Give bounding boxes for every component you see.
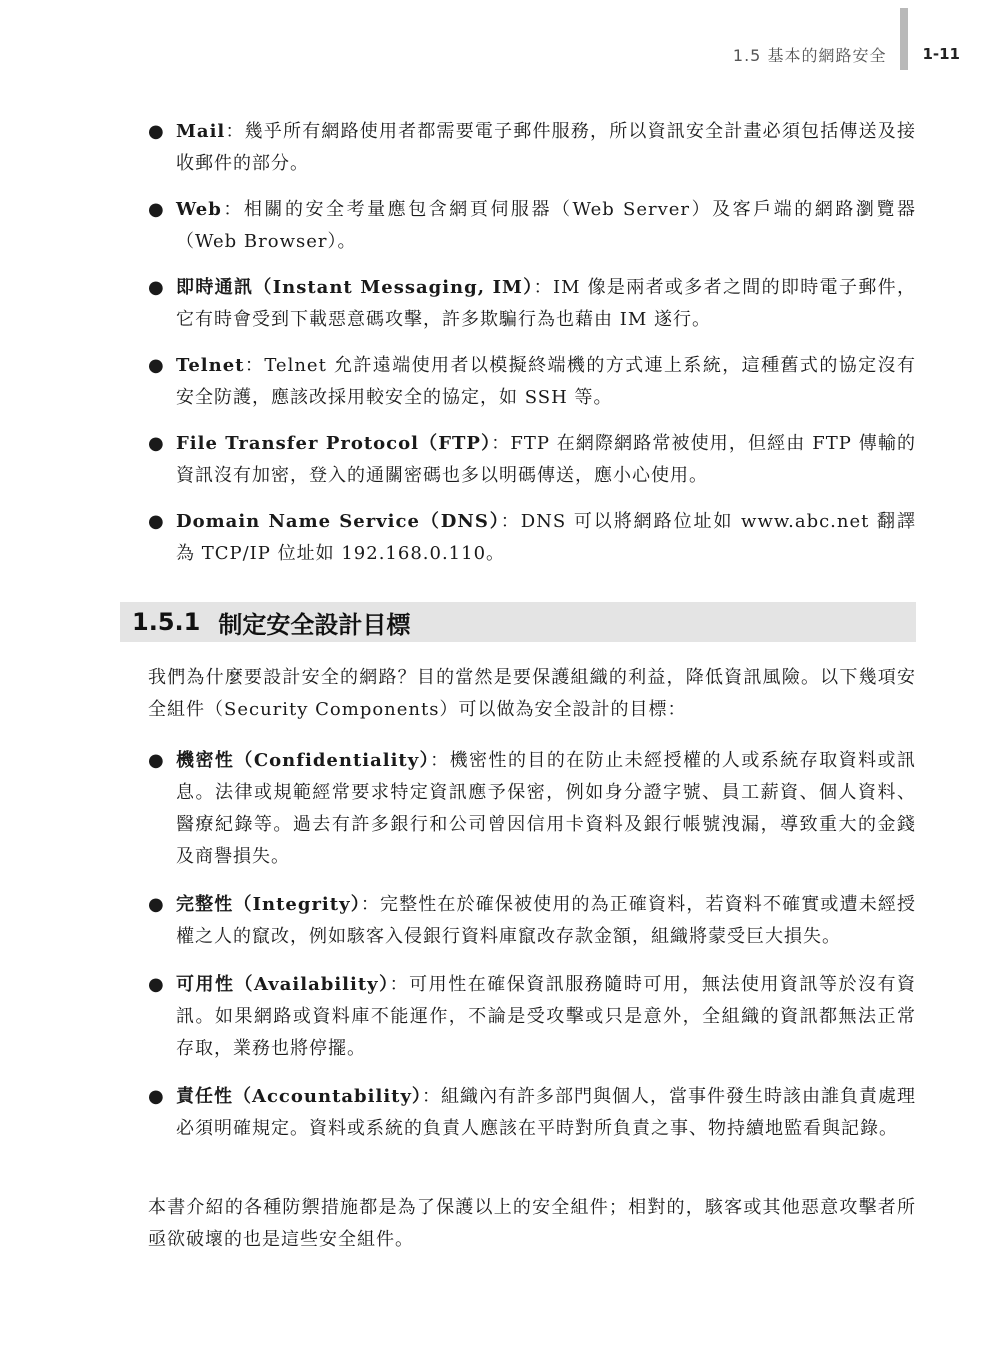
list-item-term: File Transfer Protocol（FTP） <box>176 433 492 454</box>
list-item-term: Web <box>176 199 222 220</box>
bullet-icon: ● <box>148 433 165 454</box>
security-components-list <box>148 745 916 1175</box>
protocol-list <box>148 116 916 568</box>
closing-paragraph: 本書介紹的各種防禦措施都是為了保護以上的安全組件；相對的，駭客或其他惡意攻擊者所亟欲破壞的也是這些安全組件。 <box>148 1197 916 1250</box>
list-item-term: Mail <box>176 121 226 142</box>
page-header <box>733 40 960 68</box>
list-item-text: ：DNS 可以將網路位址如 www.abc.net 翻譯為 TCP/IP 位址如 192.168.0.110。 <box>176 511 916 564</box>
list-item-term: 責任性（Accountability） <box>176 1086 422 1107</box>
list-item-web <box>148 194 916 256</box>
list-item-text: ：FTP 在網際網路常被使用，但經由 FTP 傳輸的資訊沒有加密，登入的通關密碼也多以明碼傳送，應小心使用。 <box>176 433 916 486</box>
list-item-ftp <box>148 428 916 490</box>
list-item-term: 可用性（Availability） <box>176 974 390 995</box>
list-item-accountability <box>148 1081 916 1175</box>
header-tab-marker <box>900 8 908 70</box>
bullet-icon: ● <box>148 199 165 220</box>
bullet-icon: ● <box>148 974 165 995</box>
list-item-integrity <box>148 889 916 951</box>
list-item-telnet <box>148 350 916 412</box>
list-item-text: ：可用性在確保資訊服務隨時可用，無法使用資訊等於沒有資訊。如果網路或資料庫不能運作，不論是受攻擊或只是意外，全組織的資訊都無法正常存取，業務也將停擺。 <box>176 974 916 1059</box>
header-section-title: 1.5 基本的網路安全 <box>732 45 887 65</box>
list-item-availability <box>148 969 916 1063</box>
bullet-icon: ● <box>148 511 165 532</box>
bullet-icon: ● <box>148 750 165 771</box>
list-item-text: ：幾乎所有網路使用者都需要電子郵件服務，所以資訊安全計畫必須包括傳送及接收郵件的部分。 <box>176 121 916 174</box>
list-item-im <box>148 272 916 334</box>
list-item-term: 機密性（Confidentiality） <box>176 750 431 771</box>
bullet-icon: ● <box>148 121 165 142</box>
list-item-text: ：相關的安全考量應包含網頁伺服器（Web Server）及客戶端的網路瀏覽器（Web Browser）。 <box>176 199 916 252</box>
list-item-term: 完整性（Integrity） <box>176 894 361 915</box>
bullet-icon: ● <box>148 894 165 915</box>
bullet-icon: ● <box>148 277 165 298</box>
section-heading <box>120 602 916 642</box>
list-item-text: ：Telnet 允許遠端使用者以模擬終端機的方式連上系統，這種舊式的協定沒有安全防護，應該改採用較安全的協定，如 SSH 等。 <box>176 355 916 408</box>
list-item-dns <box>148 506 916 568</box>
list-item-confidentiality <box>148 745 916 871</box>
bullet-icon: ● <box>148 1086 165 1107</box>
list-item-mail <box>148 116 916 178</box>
list-item-text: ：完整性在於確保被使用的為正確資料，若資料不確實或遭未經授權之人的竄改，例如駭客入侵銀行資料庫竄改存款金額，組織將蒙受巨大損失。 <box>176 894 916 947</box>
list-item-term: Domain Name Service（DNS） <box>176 511 501 532</box>
bullet-icon: ● <box>148 355 165 376</box>
section-title: 制定安全設計目標 <box>218 610 411 639</box>
list-item-text: ：組織內有許多部門與個人，當事件發生時該由誰負責處理必須明確規定。資料或系統的負責人應該在平時對所負責之事、物持續地監看與記錄。 <box>176 1086 916 1139</box>
list-item-text: ：IM 像是兩者或多者之間的即時電子郵件，它有時會受到下載惡意碼攻擊，許多欺騙行為也藉由 IM 遂行。 <box>176 277 916 330</box>
list-item-term: 即時通訊（Instant Messaging, IM） <box>176 277 534 298</box>
list-item-term: Telnet <box>176 355 245 376</box>
page-number: 1-11 <box>922 45 960 63</box>
section-number: 1.5.1 <box>132 608 201 636</box>
list-item-text: ：機密性的目的在防止未經授權的人或系統存取資料或訊息。法律或規範經常要求特定資訊應予保密，例如身分證字號、員工薪資、個人資料、醫療紀錄等。過去有許多銀行和公司曾因信用卡資料及銀行帳號洩漏，導致重大的金錢及商譽損失。 <box>176 750 917 867</box>
intro-paragraph: 我們為什麼要設計安全的網路？目的當然是要保護組織的利益，降低資訊風險。以下幾項安全組件（Security Components）可以做為安全設計的目標： <box>148 667 916 720</box>
